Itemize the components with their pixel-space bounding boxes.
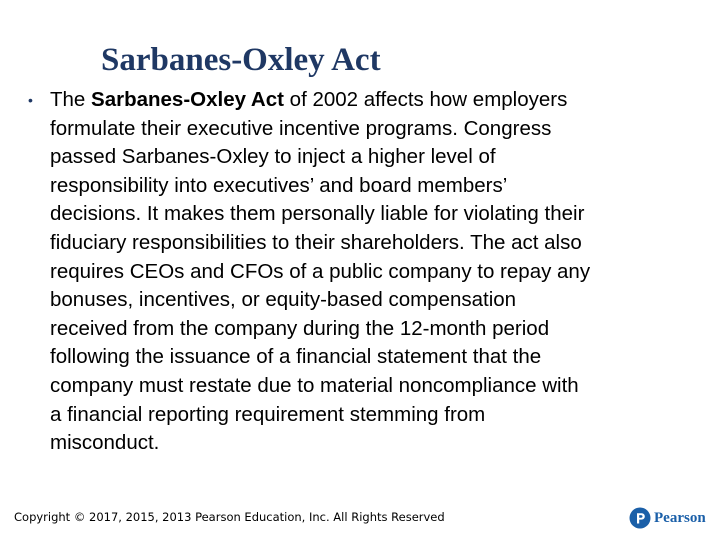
bullet-line: decisions. It makes them personally liable for violating their <box>50 202 585 226</box>
pearson-logo <box>629 506 706 530</box>
bullet-line-1 <box>50 86 698 115</box>
bullet-line: fiduciary responsibilities to their shareholders. The act also <box>50 230 582 254</box>
bullet-line: requires CEOs and CFOs of a public company to repay any <box>50 259 591 283</box>
logo-text: Pearson <box>654 509 706 526</box>
bullet-line: responsibility into executives’ and board members’ <box>50 173 508 197</box>
bullet-prefix: The <box>50 88 92 111</box>
bullet-line: a financial reporting requirement stemming from <box>50 402 486 426</box>
bullet-line: passed Sarbanes-Oxley to inject a higher level of <box>50 145 496 169</box>
bullet-line: received from the company during the 12-month period <box>50 316 550 340</box>
bullet-line: misconduct. <box>50 431 160 455</box>
bullet-text <box>50 86 698 458</box>
slide-title: Sarbanes-Oxley Act <box>101 42 381 78</box>
bullet-line: formulate their executive incentive programs. Congress <box>50 116 552 140</box>
bullet-marker: • <box>28 92 33 108</box>
copyright-footer: Copyright © 2017, 2015, 2013 Pearson Education, Inc. All Rights Reserved <box>14 510 445 524</box>
act-name-bold: Sarbanes-Oxley Act <box>91 88 284 111</box>
bullet-line: company must restate due to material noncompliance with <box>50 373 579 397</box>
bullet-suffix: of 2002 affects how employers <box>283 88 568 111</box>
pearson-logo-icon <box>629 507 651 529</box>
bullet-line: bonuses, incentives, or equity-based compensation <box>50 288 517 312</box>
bullet-line: following the issuance of a financial statement that the <box>50 345 542 369</box>
bullet-item <box>28 86 698 458</box>
